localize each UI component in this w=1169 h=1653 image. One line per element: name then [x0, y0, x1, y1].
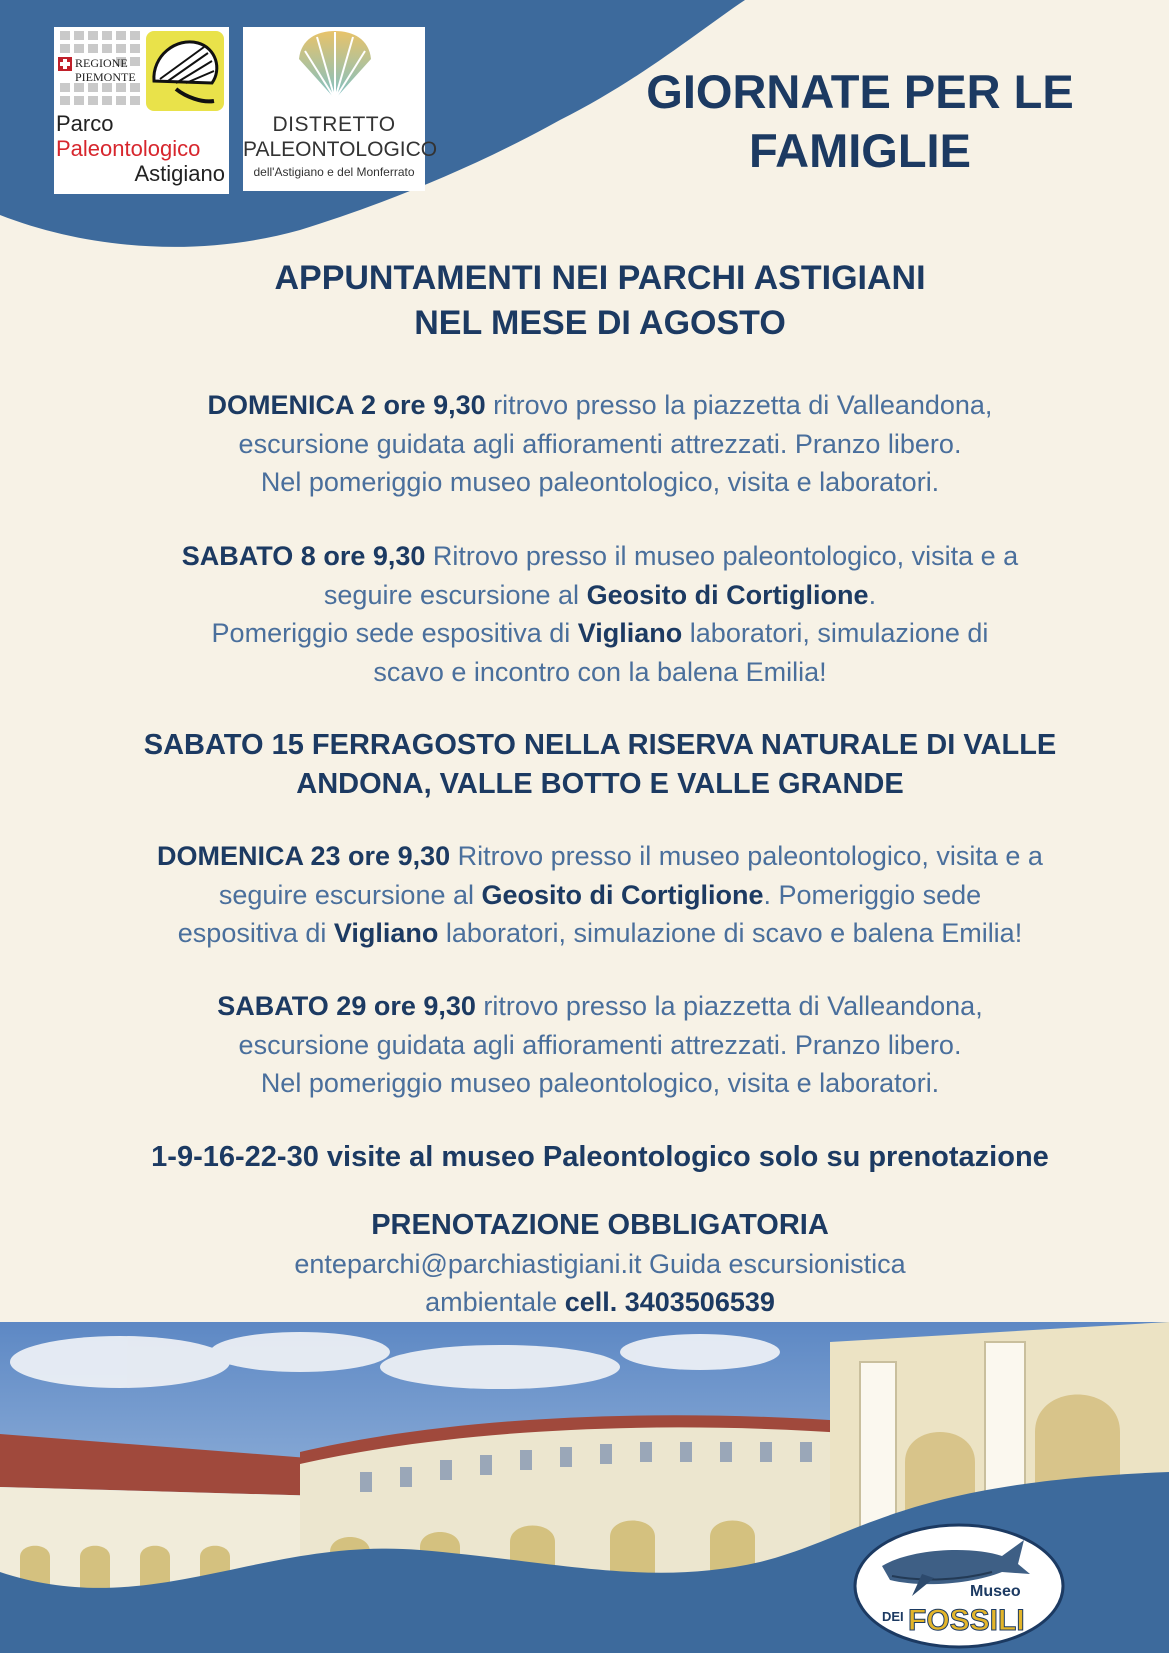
event-1-text1: ritrovo presso la piazzetta di Valleandona,: [485, 390, 993, 420]
title-line1: GIORNATE PER LE: [646, 65, 1074, 118]
event-2-text1: Ritrovo presso il museo paleontologico, visita e a: [425, 541, 1019, 571]
museo-line2: Museo: [970, 1583, 1021, 1600]
parco-paleontologico-logo: [54, 27, 229, 194]
title-line2: FAMIGLIE: [749, 124, 971, 177]
event-1-lead: DOMENICA 2 ore 9,30: [207, 390, 486, 420]
regione-piemonte-label: [58, 57, 136, 83]
shell-seal-icon: [146, 31, 224, 111]
parco-line3: Astigiano: [134, 161, 225, 186]
subtitle-line2: NEL MESE DI AGOSTO: [414, 304, 786, 342]
distretto-line3: dell'Astigiano e del Monferrato: [253, 165, 415, 179]
event-4-text1: Ritrovo presso il museo paleontologico, visita e a: [450, 841, 1043, 871]
event-2-text3: .: [868, 579, 877, 610]
event-domenica-2: [40, 386, 1160, 502]
event-4-text2: seguire escursione al: [218, 879, 482, 910]
page-title: [620, 62, 1100, 180]
booking-section: [40, 1206, 1160, 1322]
distretto-line1: DISTRETTO: [272, 113, 396, 136]
regione-line2: PIEMONTE: [75, 70, 136, 84]
event-4-text5: laboratori, simulazione di scavo e balena Emilia!: [438, 918, 1023, 948]
event-1-text2: escursione guidata agli affioramenti attrezzati. Pranzo libero.: [238, 428, 962, 459]
regione-line1: REGIONE: [75, 56, 128, 70]
event-4-text4: espositiva di: [177, 918, 334, 948]
event-1-text3: Nel pomeriggio museo paleontologico, visita e laboratori.: [260, 467, 940, 497]
event-5-lead: SABATO 29 ore 9,30: [217, 991, 476, 1021]
event-2-text2: seguire escursione al: [323, 579, 587, 610]
subtitle-line1: APPUNTAMENTI NEI PARCHI ASTIGIANI: [274, 259, 926, 297]
event-sabato-15: [40, 726, 1160, 804]
event-2-bold2: Vigliano: [577, 618, 683, 648]
event-4-text3: . Pomeriggio sede: [763, 879, 982, 910]
event-2-lead: SABATO 8 ore 9,30: [181, 541, 426, 571]
booking-line1: enteparchi@parchiastigiani.it Guida escursionistica: [294, 1248, 906, 1279]
scallop-shell-icon: [295, 29, 375, 101]
event-5-text1: ritrovo presso la piazzetta di Valleandona,: [475, 991, 983, 1021]
event-5-text3: Nel pomeriggio museo paleontologico, visita e laboratori.: [260, 1068, 940, 1098]
event-4-lead: DOMENICA 23 ore 9,30: [157, 841, 451, 871]
event-2-text6: scavo e incontro con la balena Emilia!: [373, 656, 827, 687]
event-3-line2: ANDONA, VALLE BOTTO E VALLE GRANDE: [296, 768, 904, 800]
event-2-bold1: Geosito di Cortiglione: [586, 579, 869, 610]
parco-line2: Paleontologico: [56, 136, 201, 161]
museo-dei-fossili-logo: [852, 1522, 1066, 1650]
event-2-text4: Pomeriggio sede espositiva di: [211, 618, 578, 648]
booking-phone: cell. 3403506539: [564, 1287, 775, 1317]
visits-note: 1-9-16-22-30 visite al museo Paleontologico solo su prenotazione: [151, 1141, 1049, 1173]
museo-line3: FOSSILI: [908, 1604, 1025, 1637]
distretto-line2: PALEONTOLOGICO: [243, 138, 438, 161]
event-2-text5: laboratori, simulazione di: [682, 618, 989, 648]
event-5-text2: escursione guidata agli affioramenti attrezzati. Pranzo libero.: [238, 1029, 962, 1060]
booking-heading: PRENOTAZIONE OBBLIGATORIA: [371, 1209, 829, 1241]
page-subtitle: [0, 256, 1169, 346]
event-sabato-29: [40, 987, 1160, 1103]
piemonte-flag-icon: [58, 57, 72, 71]
booking-line2: ambientale: [425, 1287, 565, 1317]
distretto-paleontologico-logo: [243, 27, 438, 191]
museo-line1: DEI: [882, 1609, 904, 1624]
event-4-bold1: Geosito di Cortiglione: [481, 879, 764, 910]
event-4-bold2: Vigliano: [333, 918, 439, 948]
event-3-line1: SABATO 15 FERRAGOSTO NELLA RISERVA NATURALE DI VALLE: [143, 729, 1057, 761]
parco-line1: Parco: [56, 111, 114, 136]
event-sabato-8: [40, 537, 1160, 691]
event-domenica-23: [40, 837, 1160, 953]
